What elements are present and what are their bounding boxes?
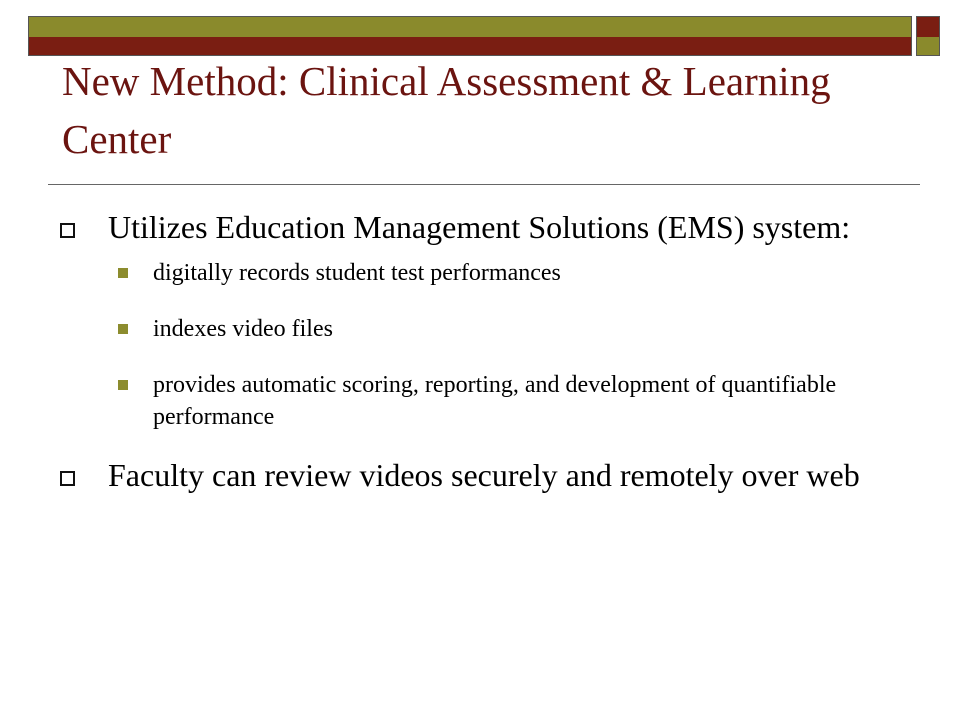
sub-bullet-text: digitally records student test performances	[153, 260, 561, 286]
sub-bullet-list	[108, 257, 860, 433]
bullet-item	[60, 207, 860, 433]
slide-title: New Method: Clinical Assessment & Learning Center	[62, 58, 831, 162]
filled-square-bullet-icon	[118, 380, 128, 390]
sub-bullet-text: indexes video files	[153, 316, 333, 342]
filled-square-bullet-icon	[118, 268, 128, 278]
hollow-square-bullet-icon	[60, 471, 75, 486]
title-divider	[48, 184, 920, 185]
filled-square-bullet-icon	[118, 324, 128, 334]
bullet-text: Utilizes Education Management Solutions (EMS) system:	[108, 209, 851, 245]
sub-bullet-text: provides automatic scoring, reporting, and development of quantifiable performance	[153, 372, 837, 430]
hollow-square-bullet-icon	[60, 223, 75, 238]
sub-bullet-item	[108, 313, 860, 345]
corner-maroon-square	[917, 17, 939, 37]
bullet-item	[60, 455, 860, 495]
sub-bullet-item	[108, 257, 860, 289]
header-decor-band	[28, 16, 912, 56]
bullet-text: Faculty can review videos securely and remotely over web	[108, 457, 860, 493]
header-corner-block	[916, 16, 940, 56]
header-olive-stripe	[29, 17, 911, 37]
bullet-list	[60, 207, 860, 509]
sub-bullet-item	[108, 369, 860, 433]
